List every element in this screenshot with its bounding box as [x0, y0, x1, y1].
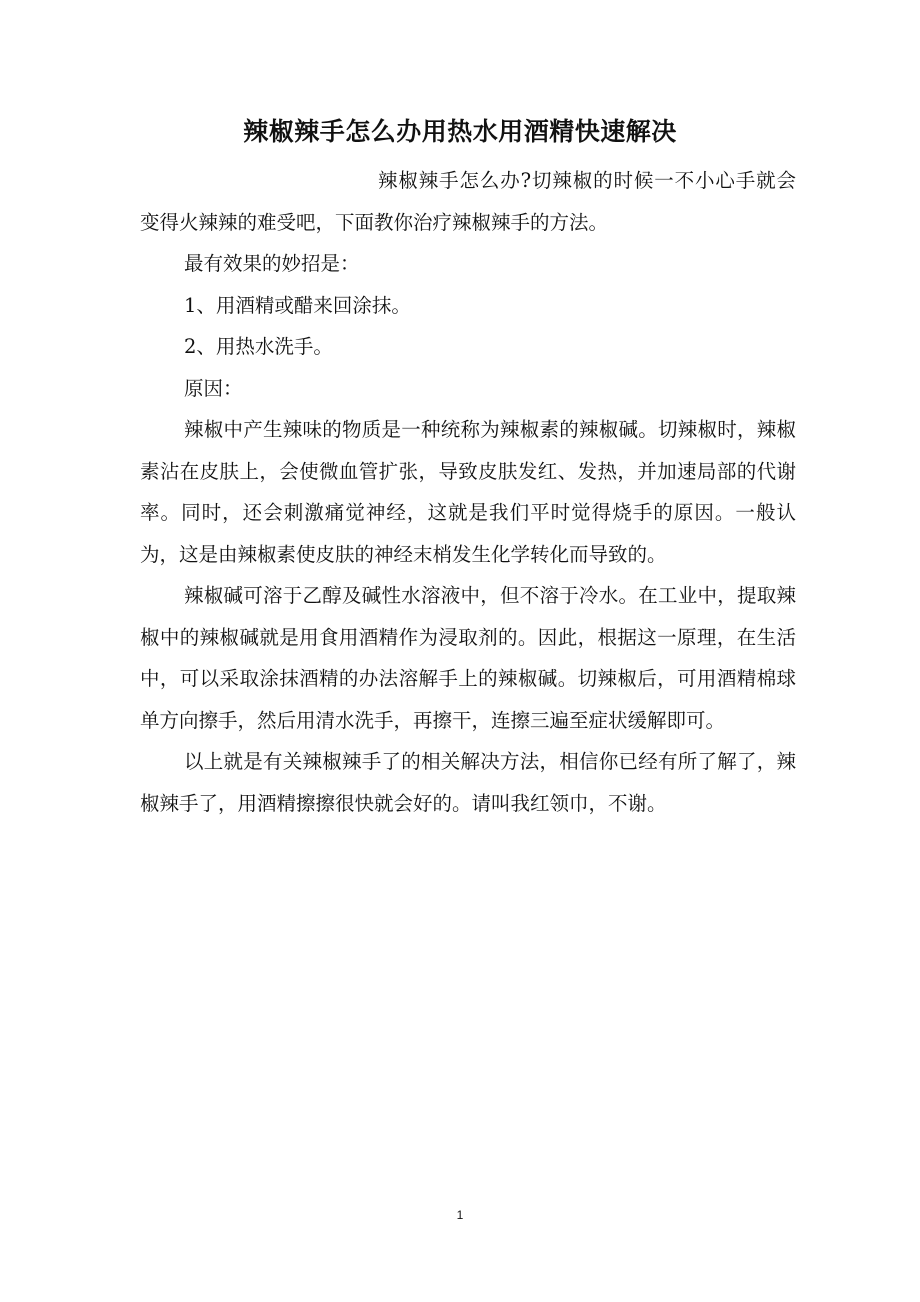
paragraph-tip-heading: 最有效果的妙招是：	[184, 252, 360, 275]
paragraph-tip-1: 1、用酒精或醋来回涂抹。	[184, 293, 411, 317]
page-number: 1	[456, 1208, 464, 1222]
document-body	[140, 160, 796, 824]
paragraph-reason-1: 辣椒中产生辣味的物质是一种统称为辣椒素的辣椒碱。切辣椒时，辣椒素沾在皮肤上，会使微血管扩张，导致皮肤发红、发热，并加速局部的代谢率。同时，还会刺激痛觉神经，这就是我们平时觉得烧手的原因。一般认为，这是由辣椒素使皮肤的神经末梢发生化学转化而导致的。	[140, 418, 796, 566]
paragraph-conclusion: 以上就是有关辣椒辣手了的相关解决方法，相信你已经有所了解了，辣椒辣手了，用酒精擦擦很快就会好的。请叫我红领巾，不谢。	[140, 750, 796, 815]
document-title: 辣椒辣手怎么办用热水用酒精快速解决	[243, 117, 677, 146]
paragraph-reason-heading: 原因：	[184, 376, 243, 400]
paragraph-intro: 辣椒辣手怎么办?切辣椒的时候一不小心手就会变得火辣辣的难受吧，下面教你治疗辣椒辣手的方法。	[140, 169, 796, 234]
paragraph-reason-2: 辣椒碱可溶于乙醇及碱性水溶液中，但不溶于冷水。在工业中，提取辣椒中的辣椒碱就是用食用酒精作为浸取剂的。因此，根据这一原理，在生活中，可以采取涂抹酒精的办法溶解手上的辣椒碱。切辣椒后，可用酒精棉球单方向擦手，然后用清水洗手，再擦干，连擦三遍至症状缓解即可。	[140, 584, 796, 732]
paragraph-tip-2: 2、用热水洗手。	[184, 335, 333, 358]
